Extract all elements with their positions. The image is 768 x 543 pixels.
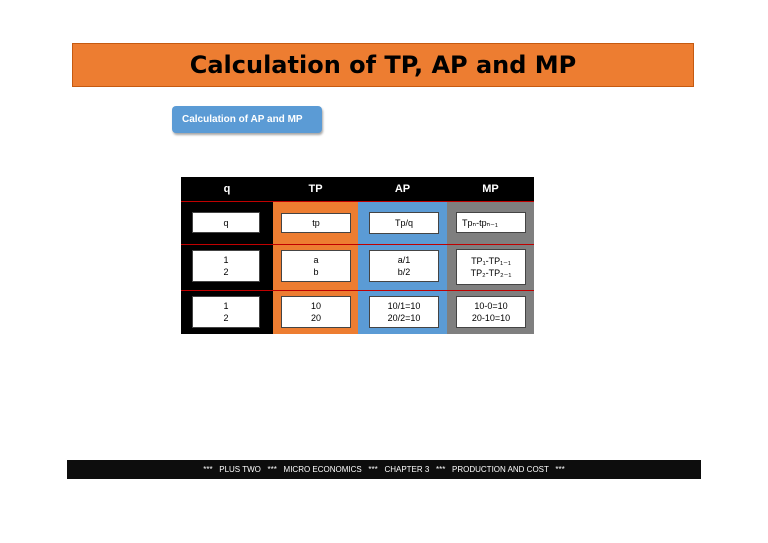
cell-text: b/2 [397, 267, 411, 277]
page-title: Calculation of TP, AP and MP [189, 51, 577, 79]
cell-text: q [223, 217, 229, 228]
cell-ap-formula [369, 212, 439, 234]
footer-text: *** PLUS TWO *** MICRO ECONOMICS *** CHAPTER 3 *** PRODUCTION AND COST *** [203, 465, 565, 474]
header-mp: MP [447, 177, 534, 201]
cell-q-formula [192, 212, 260, 233]
cell-text: Tpₙ-tpₙ₋₁ [462, 217, 498, 228]
cell-text: 20-10=10 [471, 313, 511, 323]
cell-q-symbolic [192, 250, 260, 282]
cell-mp-numeric [456, 296, 526, 328]
cell-text: 1 [223, 255, 229, 265]
cell-text: TP₂-TP₂₋₁ [470, 268, 512, 278]
cell-text: Tp/q [394, 218, 413, 228]
cell-mp-symbolic [456, 249, 526, 285]
subtitle-label: Calculation of AP and MP [182, 114, 303, 125]
cell-tp-symbolic [281, 250, 351, 282]
cell-text: 1 [223, 301, 229, 311]
cell-text: b [313, 267, 319, 277]
footer-bar [67, 460, 701, 479]
cell-text: 20 [310, 313, 321, 323]
row-divider [181, 244, 534, 245]
cell-text: a [313, 255, 319, 265]
cell-text: 2 [223, 267, 229, 277]
cell-text: a/1 [397, 255, 411, 265]
cell-text: 10/1=10 [387, 301, 421, 311]
header-q: q [181, 177, 273, 201]
header-ap: AP [358, 177, 447, 201]
title-banner [72, 43, 694, 87]
cell-ap-symbolic [369, 250, 439, 282]
cell-text: 10-0=10 [474, 301, 508, 311]
cell-q-numeric [192, 296, 260, 328]
cell-text: 10 [310, 301, 321, 311]
row-divider [181, 290, 534, 291]
cell-text: tp [312, 218, 320, 228]
cell-mp-formula [456, 212, 526, 233]
cell-tp-numeric [281, 296, 351, 328]
header-tp: TP [273, 177, 358, 201]
cell-ap-numeric [369, 296, 439, 328]
cell-text: 2 [223, 313, 229, 323]
cell-text: TP₁-TP₁₋₁ [471, 256, 511, 266]
cell-text: 20/2=10 [387, 313, 421, 323]
cell-tp-formula [281, 213, 351, 233]
row-divider [181, 201, 534, 202]
subtitle-tag [172, 106, 322, 133]
